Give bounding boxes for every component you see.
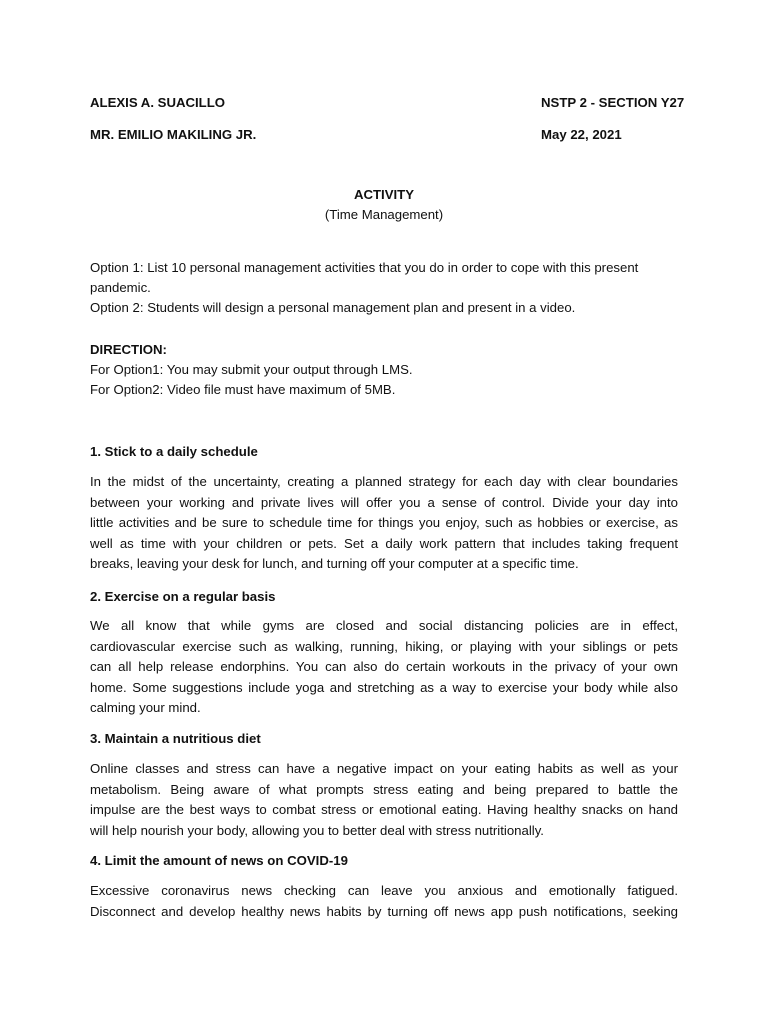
option-1-line-1: [90, 258, 678, 278]
section-3-line: will help nourish your body, allowing you to better deal with stress nutritionally.: [90, 822, 544, 838]
section-1-heading: 1. Stick to a daily schedule: [90, 444, 258, 459]
section-2-line: home. Some suggestions include yoga and stretching as a way to exercise your body while also: [90, 679, 678, 695]
option-2-label: Option 2:: [90, 300, 144, 315]
section-3-heading: 3. Maintain a nutritious diet: [90, 731, 261, 746]
section-2-line: cardiovascular exercise such as walking, running, hiking, or playing with your siblings or pets: [90, 638, 678, 654]
direction-heading: DIRECTION:: [90, 342, 167, 357]
document-subtitle: (Time Management): [324, 207, 444, 222]
section-1-line: little activities and be sure to schedule time for things you enjoy, such as hobbies or exercise, as: [90, 515, 678, 530]
section-1-line: breaks, leaving your desk for lunch, and turning off your computer at a specific time.: [90, 556, 579, 571]
direction-line-2: For Option2: Video file must have maximum of 5MB.: [90, 382, 396, 397]
section-3-line: Online classes and stress can have a negative impact on your eating habits as well as your: [90, 761, 678, 776]
section-2-body: [90, 616, 678, 719]
section-1-line: between your working and private lives will offer you a sense of control. Divide your day into: [90, 494, 678, 510]
section-2-line: calming your mind.: [90, 700, 201, 715]
option-2-line: [90, 298, 678, 318]
direction-line-1: For Option1: You may submit your output through LMS.: [90, 362, 413, 377]
section-3-line: metabolism. Being aware of what prompts stress eating and being prepared to battle the: [90, 781, 678, 797]
section-1-body: [90, 472, 678, 575]
section-1-line: well as time with your children or pets. Set a daily work pattern that includes taking frequent: [90, 535, 678, 551]
document-date: May 22, 2021: [541, 127, 622, 142]
option-1-text: List 10 personal management activities that you do in order to cope with this present: [143, 260, 639, 275]
section-4-heading: 4. Limit the amount of news on COVID-19: [90, 853, 348, 868]
section-4-line: Disconnect and develop healthy news habits by turning off news app push notifications, seeking: [90, 903, 678, 919]
instructor-name: MR. EMILIO MAKILING JR.: [90, 127, 257, 142]
section-4-body: [90, 881, 678, 922]
option-1-line-2: pandemic.: [90, 280, 151, 295]
section-2-line: can all help release endorphins. You can also do certain workouts in the privacy of your own: [90, 659, 678, 674]
option-1-label: Option 1:: [90, 260, 144, 275]
section-1-line: In the midst of the uncertainty, creating a planned strategy for each day with clear boundaries: [90, 474, 678, 489]
section-2-heading: 2. Exercise on a regular basis: [90, 589, 276, 604]
section-4-line: Excessive coronavirus news checking can leave you anxious and emotionally fatigued.: [90, 883, 678, 898]
document-title: ACTIVITY: [353, 187, 415, 202]
section-2-line: We all know that while gyms are closed and social distancing policies are in effect,: [90, 618, 678, 633]
student-name: ALEXIS A. SUACILLO: [90, 95, 226, 110]
section-3-body: [90, 759, 678, 841]
section-3-line: impulse are the best ways to combat stress or emotional eating. Having healthy snacks on hand: [90, 802, 678, 817]
section-label: NSTP 2 - SECTION Y27: [541, 95, 685, 110]
option-2-text: Students will design a personal management plan and present in a video.: [143, 300, 576, 315]
